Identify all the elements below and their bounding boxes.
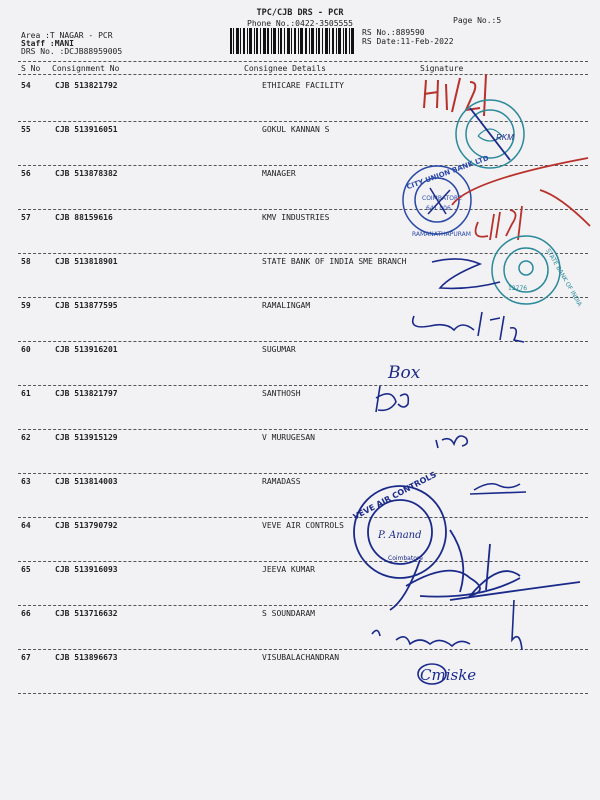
sbi-round-stamp (492, 236, 560, 304)
row-consignment-number: CJB 88159616 (55, 213, 113, 222)
row-divider (18, 517, 588, 518)
row-divider (18, 165, 588, 166)
row-consignment-number: CJB 513716632 (55, 609, 118, 618)
phone-number: Phone No.:0422-3505555 (247, 19, 353, 28)
row-consignee-details: ETHICARE FACILITY (262, 81, 344, 90)
row-serial-number: 63 (21, 477, 31, 486)
stamp-city-union-pin: 641 006 (426, 205, 451, 212)
row-consignee-details: JEEVA KUMAR (262, 565, 315, 574)
rs-number: RS No.:889590 (362, 28, 425, 37)
row-consignment-number: CJB 513916051 (55, 125, 118, 134)
row-serial-number: 55 (21, 125, 31, 134)
stamp-city-union-text: CITY UNION BANK LTD (405, 154, 490, 192)
row-divider (18, 297, 588, 298)
row-serial-number: 56 (21, 169, 31, 178)
handwritten-signature-54 (424, 74, 486, 116)
stamp-ramanathapuram: RAMANATHAPURAM (412, 231, 471, 238)
row-consignment-number: CJB 513814003 (55, 477, 118, 486)
row-consignment-number: CJB 513896673 (55, 653, 118, 662)
page-number: Page No.:5 (453, 16, 502, 25)
row-consignee-details: MANAGER (262, 169, 296, 178)
column-header-sno: S No (21, 64, 41, 73)
row-consignee-details: STATE BANK OF INDIA SME BRANCH (262, 257, 407, 266)
stamp-sbi-text: STATE BANK OF INDIA (544, 247, 584, 308)
staff-field: Staff :MANI (21, 39, 74, 48)
rs-date: RS Date:11-Feb-2022 (362, 37, 454, 46)
row-consignment-number: CJB 513877595 (55, 301, 118, 310)
row-serial-number: 64 (21, 521, 31, 530)
row-divider (18, 385, 588, 386)
row-divider (18, 253, 588, 254)
row-consignee-details: KMV INDUSTRIES (262, 213, 330, 222)
row-consignee-details: RAMADASS (262, 477, 301, 486)
row-serial-number: 67 (21, 653, 31, 662)
row-consignee-details: VEVE AIR CONTROLS (262, 521, 344, 530)
row-serial-number: 59 (21, 301, 31, 310)
handwritten-signature-61 (376, 386, 408, 412)
row-serial-number: 66 (21, 609, 31, 618)
row-serial-number: 60 (21, 345, 31, 354)
row-divider (18, 429, 588, 430)
header-divider-top (18, 61, 588, 62)
stamp-veve-place: Coimbatore (388, 555, 423, 562)
handwritten-signature-58 (432, 259, 500, 288)
row-divider (18, 341, 588, 342)
handwritten-signature-63 (470, 484, 526, 494)
document-title: TPC/CJB DRS - PCR (256, 8, 344, 18)
row-consignee-details: V MURUGESAN (262, 433, 315, 442)
header-divider-bottom (18, 74, 588, 75)
handwritten-signature-66 (372, 600, 522, 650)
row-consignee-details: RAMALINGAM (262, 301, 311, 310)
stamp-city-union-place: COIMBATORE (422, 195, 462, 202)
row-divider (18, 121, 588, 122)
handwritten-signature-57 (452, 158, 590, 240)
row-serial-number: 58 (21, 257, 31, 266)
handwritten-signature-59 (413, 312, 524, 342)
row-consignment-number: CJB 513916201 (55, 345, 118, 354)
row-consignment-number: CJB 513878382 (55, 169, 118, 178)
drs-number: DRS No. :DCJB88959005 (21, 47, 123, 56)
row-serial-number: 61 (21, 389, 31, 398)
veve-company-stamp (354, 486, 446, 578)
row-divider (18, 693, 588, 694)
row-serial-number: 62 (21, 433, 31, 442)
handwritten-signature-67: Cmiske (420, 666, 477, 684)
row-divider (18, 209, 588, 210)
row-consignment-number: CJB 513916093 (55, 565, 118, 574)
area-field: Area :T NAGAR - PCR (21, 31, 113, 40)
bank-round-stamp (456, 100, 524, 168)
row-consignee-details: S SOUNDARAM (262, 609, 315, 618)
row-consignment-number: CJB 513818901 (55, 257, 118, 266)
column-header-consignee: Consignee Details (244, 64, 326, 73)
row-divider (18, 473, 588, 474)
stamp-veve-text: VEVE AIR CONTROLS (351, 469, 438, 522)
city-union-bank-stamp (403, 166, 471, 234)
row-consignment-number: CJB 513821792 (55, 81, 118, 90)
handwritten-box: Box (388, 363, 421, 383)
row-consignee-details: VISUBALACHANDRAN (262, 653, 340, 662)
row-consignee-details: SUGUMAR (262, 345, 296, 354)
row-serial-number: 54 (21, 81, 31, 90)
row-divider (18, 561, 588, 562)
row-divider (18, 649, 588, 650)
stamp-veve-signature: P. Anand (378, 530, 422, 541)
row-consignment-number: CJB 513821797 (55, 389, 118, 398)
row-consignee-details: SANTHOSH (262, 389, 301, 398)
handwritten-signature-62 (436, 436, 467, 448)
row-serial-number: 65 (21, 565, 31, 574)
row-serial-number: 57 (21, 213, 31, 222)
row-consignee-details: GOKUL KANNAN S (262, 125, 330, 134)
stamp-sbi-code: 12776 (508, 285, 528, 292)
column-header-consignment: Consignment No (52, 64, 120, 73)
handwritten-initials-55: RKM (496, 133, 514, 142)
handwritten-signature-65 (390, 530, 580, 610)
barcode (230, 28, 354, 58)
row-consignment-number: CJB 513790792 (55, 521, 118, 530)
row-consignment-number: CJB 513915129 (55, 433, 118, 442)
column-header-signature: Signature (420, 64, 464, 73)
row-divider (18, 605, 588, 606)
